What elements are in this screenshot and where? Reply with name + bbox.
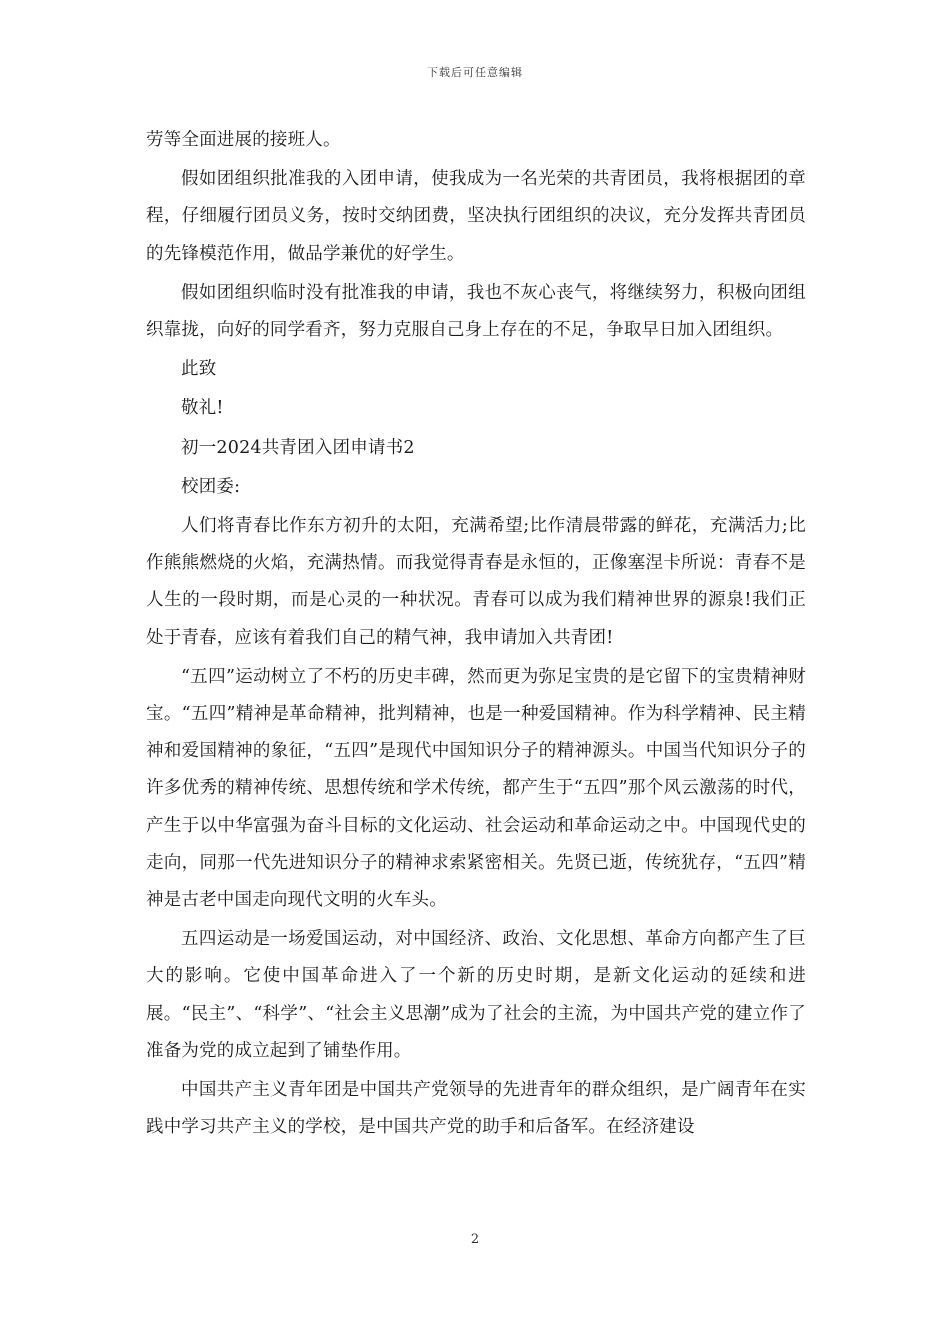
section-title: 初一2024共青团入团申请书2 [181,437,415,458]
paragraph-youth: 人们将青春比作东方初升的太阳，充满希望;比作清晨带露的鲜花，充满活力;比作熊熊燃烧的火焰，充满热情。而我觉得青春是永恒的，正像塞涅卡所说：青春不是人生的一段时期，而是心灵的一种状况。青春可以成为我们精神世界的源泉!我们正处于青春，应该有着我们自己的精气神，我申请加入共青团! [146,516,806,648]
paragraph-youth-league: 中国共产主义青年团是中国共产党领导的先进青年的群众组织，是广阔青年在实践中学习共产主义的学校，是中国共产党的助手和后备军。在经济建设 [146,1080,806,1138]
paragraph-may-fourth-spirit: “五四”运动树立了不朽的历史丰碑，然而更为弥足宝贵的是它留下的宝贵精神财宝。“五四”精神是革命精神，批判精神，也是一种爱国精神。作为科学精神、民主精神和爱国精神的象征，“五四”是现代中国知识分子的精神源头。中国当代知识分子的许多优秀的精神传统、思想传统和学术传统，都产生于“五四”那个风云激荡的时代，产生于以中华富强为奋斗目标的文化运动、社会运动和革命运动之中。中国现代史的走向，同那一代先进知识分子的精神求索紧密相关。先贤已逝，传统犹存，“五四”精神是古老中国走向现代文明的火车头。 [146,666,806,911]
document-body [146,122,806,1148]
paragraph-2: 假如团组织批准我的入团申请，使我成为一名光荣的共青团员，我将根据团的章程，仔细履行团员义务，按时交纳团费，坚决执行团组织的决议，充分发挥共青团员的先锋模范作用，做品学兼优的好学生。 [146,169,806,264]
page-header: 下载后可任意编辑 [427,66,523,79]
closing-respect: 敬礼! [181,398,224,419]
paragraph-may-fourth-movement: 五四运动是一场爱国运动，对中国经济、政治、文化思想、革命方向都产生了巨大的影响。它使中国革命进入了一个新的历史时期，是新文化运动的延续和进展。“民主”、“科学”、“社会主义思潮”成为了社会的主流，为中国共产党的建立作了准备为党的成立起到了铺垫作用。 [146,929,806,1061]
paragraph-3: 假如团组织临时没有批准我的申请，我也不灰心丧气，将继续努力，积极向团组织靠拢，向好的同学看齐，努力克服自己身上存在的不足，争取早日加入团组织。 [146,282,806,341]
closing-salutation: 此致 [181,359,217,380]
paragraph-1: 劳等全面进展的接班人。 [146,130,341,150]
addressee: 校团委: [181,476,241,497]
page-number: 2 [470,1232,480,1247]
